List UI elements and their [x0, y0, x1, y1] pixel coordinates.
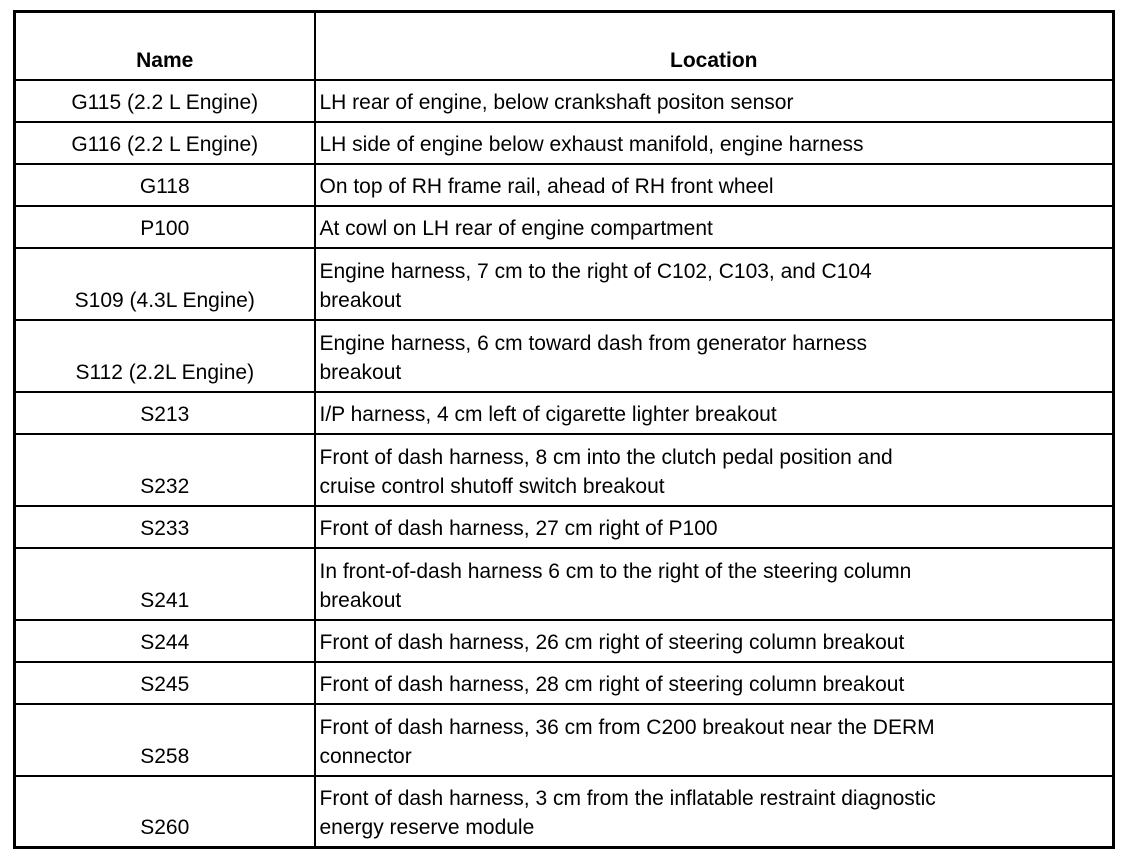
- name-cell: G118: [15, 164, 315, 206]
- location-cell: [315, 548, 1114, 620]
- location-cell: [315, 620, 1114, 662]
- header-row: [15, 12, 1114, 80]
- location-cell: [315, 80, 1114, 122]
- table-row: [15, 506, 1114, 548]
- location-cell: [315, 776, 1114, 848]
- location-cell: [315, 662, 1114, 704]
- table-row: [15, 206, 1114, 248]
- location-line: breakout: [319, 588, 402, 612]
- name-cell: S109 (4.3L Engine): [15, 248, 315, 320]
- location-line: At cowl on LH rear of engine compartment: [319, 216, 713, 240]
- location-line: Engine harness, 6 cm toward dash from generator harness: [319, 331, 867, 355]
- location-line: Front of dash harness, 36 cm from C200 breakout near the DERM: [319, 715, 935, 739]
- location-line: Front of dash harness, 27 cm right of P100: [319, 516, 718, 540]
- location-line: Front of dash harness, 3 cm from the inflatable restraint diagnostic: [319, 787, 936, 810]
- table-row: [15, 80, 1114, 122]
- location-cell: [315, 320, 1114, 392]
- location-line: Front of dash harness, 28 cm right of steering column breakout: [319, 672, 905, 696]
- table-row: [15, 548, 1114, 620]
- location-line: Front of dash harness, 26 cm right of steering column breakout: [319, 630, 905, 654]
- location-cell: [315, 164, 1114, 206]
- name-cell: S260: [15, 776, 315, 848]
- location-table: [13, 10, 1115, 849]
- location-line: energy reserve module: [319, 816, 535, 839]
- name-cell: P100: [15, 206, 315, 248]
- name-cell: S233: [15, 506, 315, 548]
- location-cell: [315, 206, 1114, 248]
- location-cell: [315, 434, 1114, 506]
- location-line: On top of RH frame rail, ahead of RH front wheel: [319, 174, 774, 198]
- table-row: [15, 320, 1114, 392]
- name-cell: G116 (2.2 L Engine): [15, 122, 315, 164]
- location-line: In front-of-dash harness 6 cm to the right of the steering column: [319, 559, 912, 583]
- table-row: [15, 434, 1114, 506]
- table-row: [15, 392, 1114, 434]
- table-row: [15, 248, 1114, 320]
- name-cell: G115 (2.2 L Engine): [15, 80, 315, 122]
- location-line: LH rear of engine, below crankshaft positon sensor: [319, 90, 794, 114]
- location-line: Engine harness, 7 cm to the right of C102, C103, and C104: [319, 259, 872, 283]
- location-cell: [315, 392, 1114, 434]
- name-cell: S245: [15, 662, 315, 704]
- name-cell: S232: [15, 434, 315, 506]
- location-cell: [315, 506, 1114, 548]
- table-row: [15, 776, 1114, 848]
- location-line: connector: [319, 744, 412, 768]
- name-cell: S213: [15, 392, 315, 434]
- table-body: [15, 80, 1114, 848]
- location-line: LH side of engine below exhaust manifold, engine harness: [319, 132, 864, 156]
- table-row: [15, 662, 1114, 704]
- location-cell: [315, 122, 1114, 164]
- location-line: breakout: [319, 360, 402, 384]
- table-row: [15, 164, 1114, 206]
- table-row: [15, 620, 1114, 662]
- header-name: Name: [15, 12, 315, 80]
- name-cell: S241: [15, 548, 315, 620]
- location-cell: [315, 248, 1114, 320]
- header-location: Location: [315, 12, 1114, 80]
- location-line: cruise control shutoff switch breakout: [319, 474, 665, 498]
- name-cell: S112 (2.2L Engine): [15, 320, 315, 392]
- table-row: [15, 122, 1114, 164]
- name-cell: S244: [15, 620, 315, 662]
- location-line: Front of dash harness, 8 cm into the clutch pedal position and: [319, 445, 893, 469]
- location-line: breakout: [319, 288, 402, 312]
- table-row: [15, 704, 1114, 776]
- location-cell: [315, 704, 1114, 776]
- name-cell: S258: [15, 704, 315, 776]
- location-line: I/P harness, 4 cm left of cigarette lighter breakout: [319, 402, 777, 426]
